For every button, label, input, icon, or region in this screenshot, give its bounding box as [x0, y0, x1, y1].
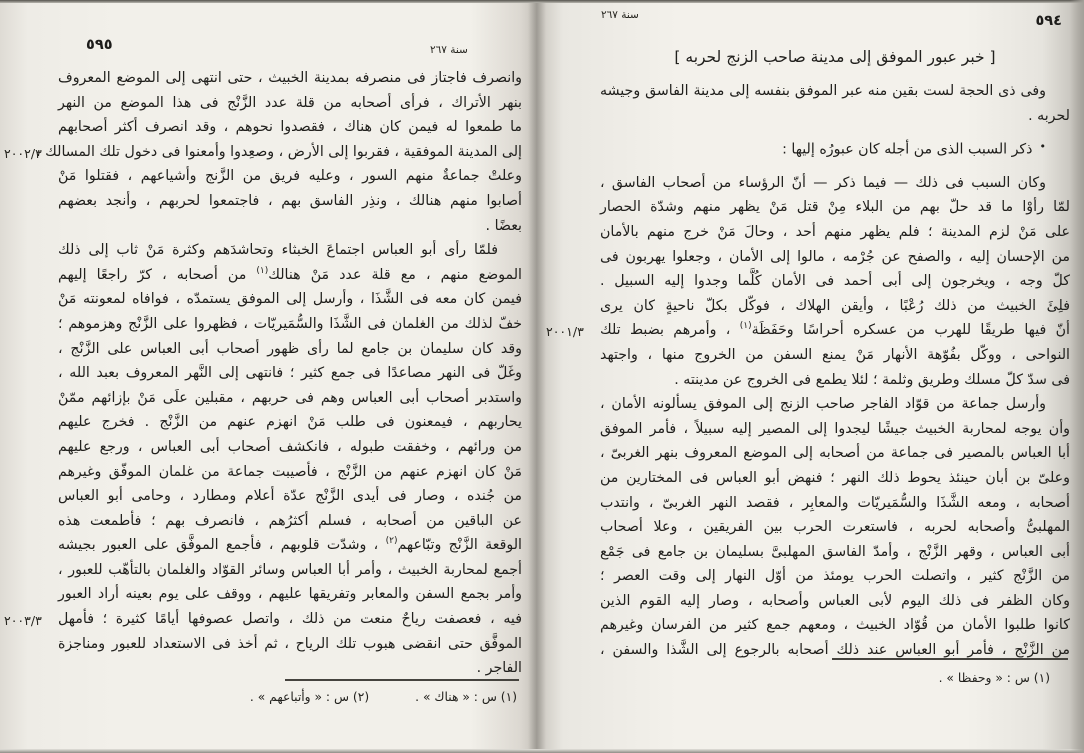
running-head-left: سنة ٢٦٧: [430, 44, 468, 56]
text-line: الموضع منهم ، مع قلة عدد مَنْ هنالك$^{(١)}$ من أصحابه ، كرّ راجعًا إليهم: [58, 265, 522, 283]
scan-edge-right: [1070, 0, 1084, 753]
text-line: وعلىّ بن أبان حينئذ يحوط ذلك النهر ؛ فنهض أبو العباس فى المختارين من: [600, 469, 1070, 486]
text-block-left: [4, 66, 522, 681]
page-number-right: ٥٩٤: [1035, 13, 1062, 29]
text-line: إلى المدينة الموفقية ، فقربوا إلى الأرض ، وصعِدوا وأمعنوا فى دخول تلك المسالك ، ٢٠٠٢/٣: [58, 140, 522, 165]
text-line: وأن يوجه لمحاربة الخبيث جيشًا ليجدوا إلى المصير إليه سبيلاً ، فأمر الموفق: [600, 420, 1070, 437]
text-line: الموفَّق حتى انقضى هبوب تلك الرياح ، ثم أخذ فى الاستعداد للعبور ومناجزة: [58, 635, 522, 652]
text-line: أصابوا منهم هنالك ، ونذِر الفاسق بهم ، فاجتمعوا لحربهم ، وأنجد بعضهم: [58, 192, 522, 209]
text-line: الوقعة الزَّنْج وتبّاعهم$^{(٢)}$ ، وشدّت قلوبهم ، فأجمع الموفَّق على العبور بجيشه: [58, 536, 522, 554]
text-line: وكان السبب فى ذلك — فيما ذكر — أنّ الرؤساء من أصحاب الفاسق ،: [600, 174, 1046, 191]
text-block-right: [546, 44, 1070, 663]
text-line: فلِئَ الخبيث من ذلك رُعْبًا ، وأيقن الهلاك ، فوكّل بكلّ ناحيةٍ كان يرى: [600, 297, 1070, 314]
text-line: الفاجر .: [476, 660, 522, 677]
text-line: •ذكر السبب الذى من أجله كان عبورُه إليها :: [600, 137, 1070, 162]
text-line: أبى العباس ، وقهر الزَّنْج ، وأمدّ الفاسق المهلبىَّ بسليمان بن جامع فى جَمْع: [600, 543, 1070, 560]
text-line: كانوا طلبوا الأمان من قُوّاد الخبيث ، ومعهم جمع كثير من الفرسان وغيرهم: [600, 617, 1070, 634]
text-line: وأمر بجمع السفن والمعابر وتفريقها عليهم ، ووقف على يوم بعينه أراد العبور: [58, 586, 522, 603]
margin-page-reference: ٢٠٠١/٣: [546, 324, 584, 340]
text-line: وانصرف فاجتاز فى منصرفه بمدينة الخبيث ، حتى انتهى إلى الموضع المعروف: [58, 70, 522, 86]
text-line: وعلتْ جماعةٌ منهم السور ، وعليه فريق من الزَّنج وأشياعهم ، فقتلوا مَنْ: [58, 168, 522, 185]
text-line: وغَلّ فى النهر مصاعدًا فى جمع كثير ؛ فانتهى إلى النَّهر المعروف بعبد الله ،: [58, 365, 522, 382]
text-line: بنهر الأتراك ، فرأى أصحابه من قلة عدد الزَّنْج فى هذا الموضع من النهر: [58, 94, 522, 111]
body-lines-right: [546, 79, 1070, 663]
text-line: مَنْ كان انهزم عنهم من الزَّنْج ، فأصيبت جماعة من غلمان الموفّق وغيرهم: [58, 463, 522, 480]
footnote-marker: (٢): [385, 536, 398, 547]
text-line: أصحابه ، ومعه الشَّذَا والسُّمَيريّات والمعابِر ، فقصد النهر الغربىّ ، وانتدب: [600, 494, 1070, 511]
text-line: وكان الظفر فى ذلك اليوم لأبى العباس وأصحابه ، وصار إليه القوم الذين: [600, 592, 1070, 609]
text-line: من الزَّنْج ، فأمر أبو العباس عند ذلك أصحابه بالرجوع إلى الشَّذا والسفن ،: [600, 642, 1070, 659]
text-line: ما طمعوا له فيمن كان هناك ، فقصدوا نحوهم ، وقد انصرف أكثر أصحابهم: [58, 119, 522, 136]
text-line: كلّ وجه ، ويخرجون إلى أبى أحمد فى الأمان كُلَّما وجدوا إليه السبيل .: [600, 273, 1070, 290]
text-line: فلمّا رأى أبو العباس اجتماعَ الخبثاء وتحاشدَهم وكثرة مَنْ ثاب إلى ذلك: [58, 242, 498, 259]
scan-edge-bottom: [0, 749, 1084, 753]
text-line: وقد كان سليمان بن جامع لما رأى ظهور أصحاب أبى العباس على الزَّنْج ،: [58, 340, 522, 357]
text-line: عن الباقين من أصحابه ، فسلم أكثرُهم ، فانصرف بهم ؛ فأطمعت هذه: [58, 512, 522, 529]
page-number-left: ٥٩٥: [86, 37, 113, 53]
page-gutter-shadow: [528, 0, 546, 753]
running-head-right: سنة ٢٦٧: [601, 9, 639, 21]
text-line: فيه ، فعصفت رياحٌ منعت من ذلك ، واتصل عصوفها أيامًا كثيرة ؛ فأمهل ٢٠٠٣/٣: [58, 607, 522, 632]
footnote-rule-right: [832, 658, 1068, 660]
text-line: على مَنْ لزم المدينة ؛ فلم يظهر منهم أحد ، وحالَ مَنْ خرج منهم بالأمان: [600, 223, 1070, 240]
footnotes-right: [600, 671, 1050, 685]
text-line: أنّ فيها طريقًا للهرب من عسكره أحراسًا وحَفَظَة$^{(١)}$ ، وأمرهم بضبط تلك ٢٠٠١/٣: [600, 318, 1070, 343]
page-594: [537, 0, 1084, 753]
text-line: فيمن كان معه فى الشَّذَا ، وأرسل إلى الموفق يستمدّه ، فوافاه لمعونته مَنْ: [58, 291, 522, 308]
text-line: فى سدّ كلّ مسلك وطريق وثلمة ؛ لئلا يطمع فى الخروج عن مدينته .: [674, 371, 1070, 388]
text-line: المهلبىُّ وأصحابه لحربه ، فاستعرت الحرب بين الفريقين ، وعلا أصحاب: [600, 519, 1070, 536]
footnote-marker: (١): [739, 321, 752, 332]
text-line: من جُنده ، وصار فى أيدى الزَّنْج عدّة أعلام ومطارد ، وحامى أبو العباس: [58, 488, 522, 505]
text-line: وأرسل جماعة من قوّاد الفاجر صاحب الزنج إلى الموفق يسألونه الأمان ،: [600, 396, 1046, 413]
text-line: من الإحسان إليه ، والصفح عن جُرْمه ، مالوا إلى الأمان ، وجعلوا يهربون فى: [600, 248, 1070, 265]
text-line: أبا العباس بالمصير فى جماعة من أصحابه إلى الموضع المعروف بنهر الغربىّ ،: [600, 445, 1070, 462]
text-line: لمّا رأوْا ما قد حلّ بهم من البلاء مِنْ قتل مَنْ يظهر منهم وشدّة الحصار: [600, 199, 1070, 216]
section-title: [ خبر عبور الموفق إلى مدينة صاحب الزنج لحربه ]: [674, 48, 996, 66]
text-line: النواحى ، ووكّل بفُوّهة الأنهار مَنْ يمنع السفن من الخروج منها ، واجتهد: [600, 346, 1070, 363]
footnote-rule-left: [285, 679, 519, 681]
footnotes-left: [57, 690, 517, 704]
text-line: من الزَّنْج كثير ، واتصلت الحرب يومئذ من أوّل النهار إلى وقت العصر ؛: [600, 568, 1070, 585]
text-line: بعضًا .: [485, 217, 522, 234]
margin-page-reference: ٢٠٠٢/٣: [4, 145, 42, 161]
text-line: أجمع لمحاربة الخبيث ، وأمر أبا العباس وسائر القوّاد والغلمان بالتأهّب للعبور ،: [58, 561, 522, 578]
bullet-icon: •: [1039, 140, 1046, 154]
footnote-entry: (١) س : « هناك » .: [415, 690, 517, 704]
text-line: يحاربهم ، فيمعنون فى طلب مَنْ انهزم عنهم من الزَّنْج . فخرج عليهم: [58, 414, 522, 431]
text-line: خفّ لذلك من الغلمان فى الشَّذَا والسُّمَيريّات ، فظهروا على الزَّنْج وهزموهم ؛: [58, 315, 522, 332]
footnote-entry: (٢) س : « وأتباعهم » .: [249, 690, 370, 704]
text-line: وفى ذى الحجة لست بقين منه عبر الموفق بنفسه إلى مدينة الفاسق وجيشه: [600, 83, 1046, 99]
text-line: من ورائهم ، وخفقت طبوله ، فانكشف أصحاب أبى العباس ، ورجع عليهم: [58, 438, 522, 455]
footnote-entry: (١) س : « وحفظا » .: [938, 671, 1050, 685]
text-line: واستدبر أصحاب أبى العباس وهم فى حربهم ، مقبلين علَى مَنْ بإزائهم ممّنْ: [58, 389, 522, 406]
text-line: لحربه .: [1028, 107, 1070, 124]
footnote-marker: (١): [256, 265, 269, 276]
page-595: [0, 0, 537, 753]
scan-edge-top: [0, 0, 1084, 3]
margin-page-reference: ٢٠٠٣/٣: [4, 613, 42, 629]
